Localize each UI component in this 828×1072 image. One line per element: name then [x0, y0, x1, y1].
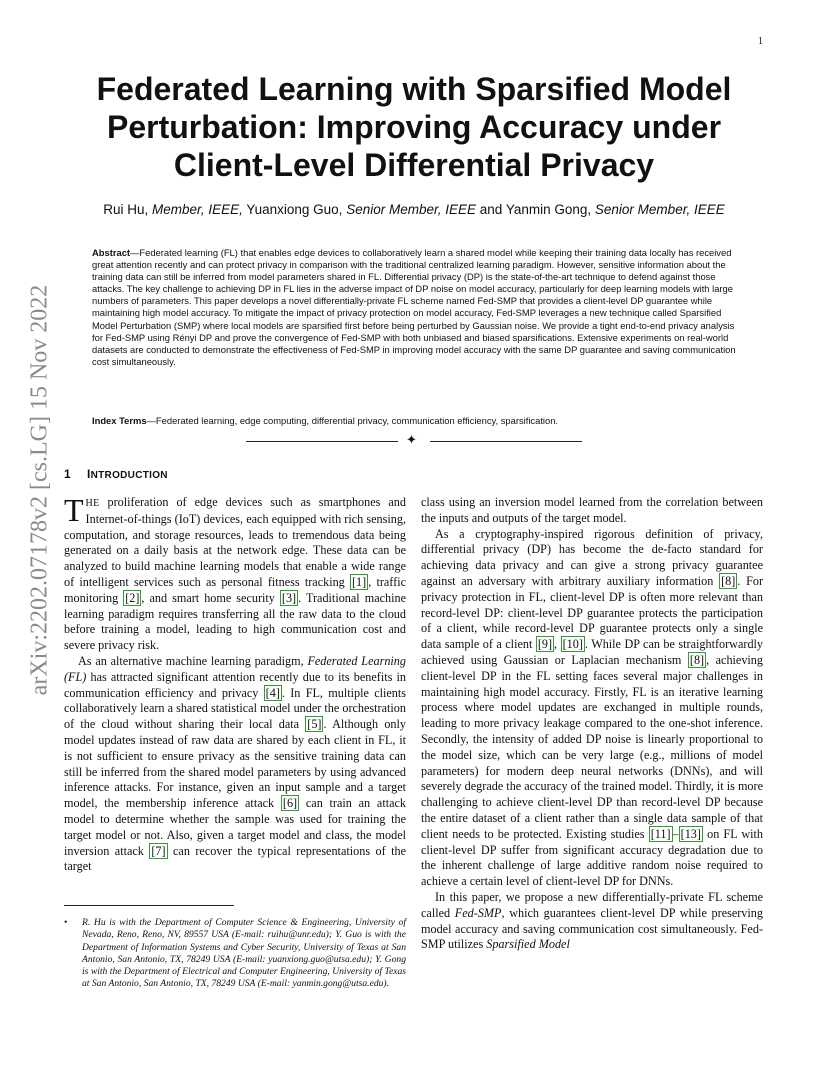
section-title-initial: I [86, 467, 91, 481]
intro-paragraph-2 [64, 654, 406, 875]
index-terms-text: —Federated learning, edge computing, differential privacy, communication efficiency, sparsification. [146, 415, 559, 426]
text-run: . Traditional machine learning paradigm requires transferring all the raw data to the cloud before training a model, leading to high communication cost and severe privacy risk. [64, 590, 406, 653]
citation-link[interactable]: [2] [125, 590, 140, 605]
text-run: . In FL, multiple clients collaboratively learn a shared statistical model under the orchestration of the cloud without sharing their local data [64, 685, 407, 732]
emphasis-text: Federated Learning (FL) [64, 653, 406, 684]
text-run: can recover the typical representations of the target [64, 843, 406, 874]
author-conjunction: and [479, 202, 503, 217]
text-run: As a cryptography-inspired rigorous definition of privacy, differential privacy (DP) has become the de-facto standard for achieving data privacy and can give a strong privacy guarantee against an adversary with arbitrary auxiliary information [421, 526, 763, 588]
smallcaps-lead: HE [85, 498, 100, 509]
emphasis-text: Fed-SMP [454, 905, 502, 920]
arxiv-stamp-text: arXiv:2202.07178v2 [cs.LG] 15 Nov 2022 [26, 284, 53, 696]
author-2-role: Senior Member, IEEE [346, 202, 477, 217]
citation-link[interactable]: [9] [537, 637, 553, 652]
author-3: Yanmin Gong, [505, 202, 592, 217]
text-run: can train an attack model to determine whether the sample was used for training the target model or not. Also, given a target model and class, the model inversion attack [64, 796, 407, 858]
body-column-right [421, 495, 763, 953]
citation-link[interactable]: [7] [151, 843, 166, 858]
abstract-text: —Federated learning (FL) that enables edge devices to collaboratively learn a shared model while keeping their training data locally has received great attention recently and can protect privacy in comparison with the traditional centralized learning paradigm. However, sensitive information about the training data can still be inferred from model parameters shared in FL. Differential privacy (DP) is the state-of-the-art technique to defend against those attacks. The key challenge to achieving DP in FL lies in the adverse impact of DP noise on model accuracy, particularly for deep learning models with large numbers of parameters. This paper develops a novel differentially-private FL scheme named Fed-SMP that provides a client-level DP guarantee while maintaining high model accuracy. To mitigate the impact of privacy protection on model accuracy, Fed-SMP leverages a new technique called Sparsified Model Perturbation (SMP) where local models are sparsified first before being perturbed by Gaussian noise. We provide a tight end-to-end privacy analysis for Fed-SMP using Rényi DP and prove the convergence of Fed-SMP with both unbiased and biased sparsifications. Extensive experiments on real-world datasets are conducted to demonstrate the effectiveness of Fed-SMP in improving model accuracy with the same DP guarantee and saving communication cost simultaneously. [92, 247, 736, 367]
text-run: . While DP can be straightforwardly achieved using Gaussian or Laplacian mechanism [421, 637, 764, 667]
text-run: , [554, 637, 561, 652]
author-list [40, 202, 788, 217]
citation-link[interactable]: [6] [282, 796, 298, 811]
text-run: has attracted significant attention recently due to its benefits in communication efficiency and privacy [64, 669, 406, 700]
paper-title: Federated Learning with Sparsified Model Perturbation: Improving Accuracy under Client-Level Differential Privacy [96, 71, 732, 183]
right-paragraph-3 [421, 890, 763, 953]
citation-link[interactable]: [8] [721, 573, 736, 588]
text-run: proliferation of edge devices such as smartphones and Internet-of-things (IoT) devices, each equipped with rich sensing, computation, and storage resources, leads to tremendous data being generated on a daily basis at the network edge. These data can be analyzed to build machine learning models that enable a wide range of intelligent services such as personal fitness tracking [64, 495, 406, 589]
body-column-left [64, 492, 407, 875]
section-number: 1 [64, 467, 71, 481]
text-run: In this paper, we propose a new differentially-private FL scheme called [421, 889, 763, 920]
footnote-text: R. Hu is with the Department of Computer Science & Engineering, University of Nevada, Reno, Reno, NV, 89557 USA (E-mail: ruihu@unr.edu); Y. Guo is with the Department of Information Systems and Cyber Security, University of Texas at San Antonio, San Antonio, TX, 78249 USA (E-mail: yuanxiong.guo@utsa.edu); Y. Gong is with the Department of Electrical and Computer Engineering, University of Texas at San Antonio, San Antonio, TX, 78249 USA (E-mail: yanmin.gong@utsa.edu). [82, 917, 406, 990]
text-run: , and smart home security [141, 590, 280, 605]
abstract [92, 247, 738, 368]
author-3-role: Senior Member, IEEE [594, 202, 725, 217]
bullet-icon: • [64, 917, 68, 928]
separator-line-right [430, 441, 582, 442]
citation-link[interactable]: [3] [281, 590, 297, 605]
text-run: on FL with client-level DP suffer from significant accuracy degradation due to the inherent challenge of large additive random noise required to achieve a certain level of client-level DP for DNNs. [421, 826, 764, 889]
arxiv-identifier-stamp [10, 280, 70, 700]
intro-paragraph-1 [64, 492, 406, 654]
citation-link[interactable]: [11] [650, 826, 671, 841]
right-paragraph-2 [421, 527, 763, 890]
author-1-role: Member, IEEE, [152, 202, 243, 217]
citation-link[interactable]: [1] [351, 574, 367, 589]
separator-diamond-icon: ✦ [406, 433, 417, 448]
drop-cap: T [64, 492, 84, 528]
citation-link[interactable]: [8] [689, 652, 705, 667]
text-run: As an alternative machine learning paradigm, [78, 653, 308, 668]
abstract-label: Abstract [92, 247, 131, 258]
index-terms-label: Index Terms [92, 415, 147, 426]
text-run: , which guarantees client-level DP while preserving model accuracy and saving communication cost simultaneously. Fed-SMP utilizes [421, 905, 763, 952]
citation-link[interactable]: [5] [307, 717, 322, 732]
author-1: Rui Hu, [103, 202, 149, 217]
text-run: . For privacy protection in FL, client-level DP is often more relevant than record-level DP: client-level DP guarantee protects the participation of a client, while record-level DP guarantee protects only a single data sample of a client [421, 573, 763, 652]
footnote-rule [64, 905, 234, 906]
citation-link[interactable]: [10] [562, 637, 583, 652]
section-title-rest: NTRODUCTION [90, 470, 168, 481]
text-run: . Although only model updates instead of raw data are shared by each client in FL, it is not sufficient to ensure privacy as the sensitive training data can still be inferred from the shared model parameters by using advanced inference attacks. For instance, given an input sample and a target model, the membership inference attack [64, 717, 406, 811]
citation-link[interactable]: [4] [265, 685, 280, 700]
index-terms [92, 415, 738, 426]
right-paragraph-1: class using an inversion model learned from the correlation between the inputs and outputs of the target model. [421, 495, 763, 525]
section-heading-introduction [64, 467, 168, 481]
emphasis-text: Sparsified Model [486, 937, 570, 952]
separator-line-left [246, 441, 398, 442]
text-run: , traffic monitoring [64, 574, 406, 605]
author-affiliation-footnote [64, 917, 406, 991]
text-run: , achieving client-level DP in the FL setting faces several major challenges in maintaining high model accuracy. Firstly, FL is an iterative learning process where model updates are exchanged in multiple rounds, leading to more privacy leakage compared to the one-shot inference. Secondly, the intensity of added DP noise is linearly proportional to the model size, which can be very large (e.g., millions of model parameters) for modern deep neural networks (DNNs), and will severely degrade the accuracy of the trained model. Thirdly, it is more challenging to achieve client-level DP than record-level DP because the entire dataset of a client rather than a single data sample of that client needs to be protected. Existing studies [421, 652, 763, 841]
author-2: Yuanxiong Guo, [246, 202, 343, 217]
citation-link[interactable]: [13] [680, 826, 701, 841]
text-run: – [672, 826, 679, 841]
page-number: 1 [758, 36, 763, 47]
